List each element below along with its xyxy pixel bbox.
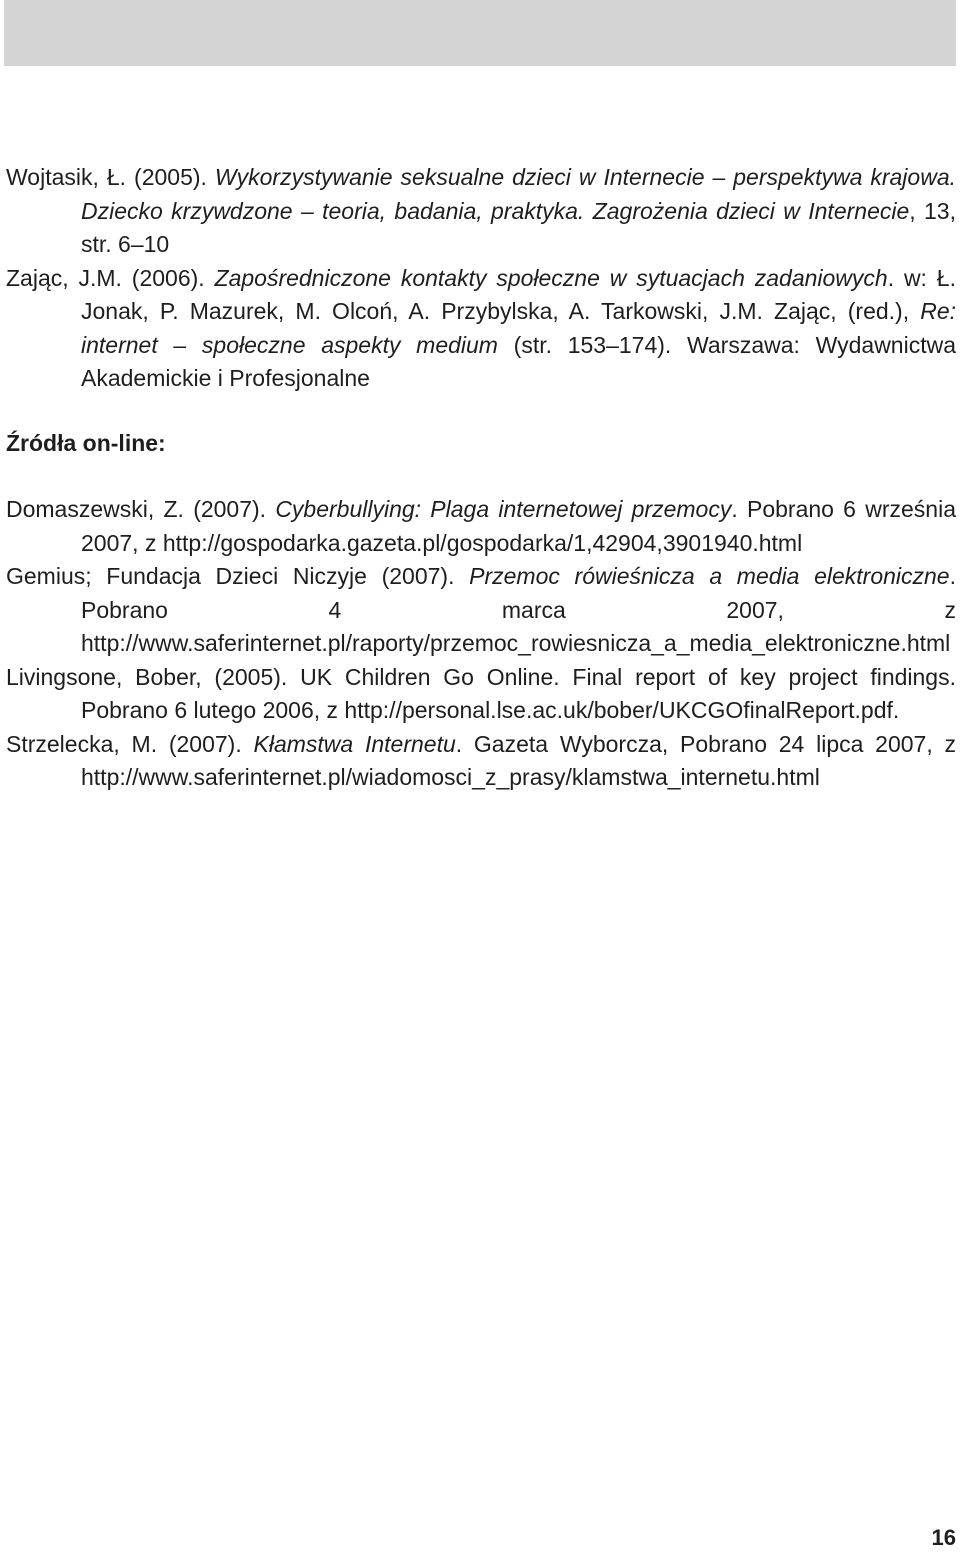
reference-text: . Pobrano 6 września 2007, z http://gospodarka.gazeta.pl/gospodarka/1,42904,3901940.html (81, 496, 956, 556)
reference-text: (str. 153–174). Warszawa: Wydawnictwa Akademickie i Profesjonalne (81, 331, 956, 391)
reference-title: Wykorzystywanie seksualne dzieci w Internecie – perspektywa krajowa. Dziecko krzywdzone – teoria, badania, praktyka. Zagrożenia dzieci w Internecie (81, 164, 956, 224)
reference-text: . Gazeta Wyborcza, Pobrano 24 lipca 2007, z http://www.saferinternet.pl/wiadomosci_z_prasy/klamstwa_internetu.html (81, 730, 957, 790)
reference-entry (6, 493, 956, 560)
reference-entry (6, 661, 956, 728)
reference-entry (6, 262, 956, 396)
page-number: 16 (931, 1525, 956, 1550)
reference-list-online (6, 493, 956, 795)
reference-title: Zapośredniczone kontakty społeczne w sytuacjach zadaniowych (214, 264, 888, 291)
reference-text: Gemius; Fundacja Dzieci Niczyje (2007). (6, 563, 470, 589)
page-header-band (4, 0, 956, 66)
reference-entry (6, 728, 956, 795)
reference-title: Kłamstwa Internetu (253, 730, 456, 757)
reference-text: Domaszewski, Z. (2007). (6, 496, 276, 522)
reference-text: Strzelecka, M. (2007). (6, 730, 254, 757)
reference-text: , 13, str. 6–10 (81, 197, 956, 257)
reference-text: . w: Ł. Jonak, P. Mazurek, M. Olcoń, A. Przybylska, A. Tarkowski, J.M. Zając, (red.), (81, 264, 956, 324)
reference-list-print (6, 161, 956, 396)
section-heading-online-sources: Źródła on-line: (6, 430, 166, 456)
reference-title: Re: internet – społeczne aspekty medium (81, 298, 956, 358)
reference-text: . Pobrano 4 marca 2007, z http://www.saferinternet.pl/raporty/przemoc_rowiesnicza_a_media_elektroniczne.html (81, 563, 956, 656)
reference-entry (6, 560, 956, 661)
reference-title: Cyberbullying: Plaga internetowej przemocy (275, 496, 732, 522)
reference-text: Livingsone, Bober, (2005). UK Children Go Online. Final report of key project findings. Pobrano 6 lutego 2006, z http://personal.lse.ac.uk/bober/UKCGOfinalReport.pdf. (6, 663, 956, 723)
reference-title: Przemoc rówieśnicza a media elektroniczne (469, 563, 950, 589)
reference-text: Zając, J.M. (2006). (6, 264, 215, 291)
reference-entry (6, 161, 956, 262)
reference-text: Wojtasik, Ł. (2005). (6, 164, 215, 190)
